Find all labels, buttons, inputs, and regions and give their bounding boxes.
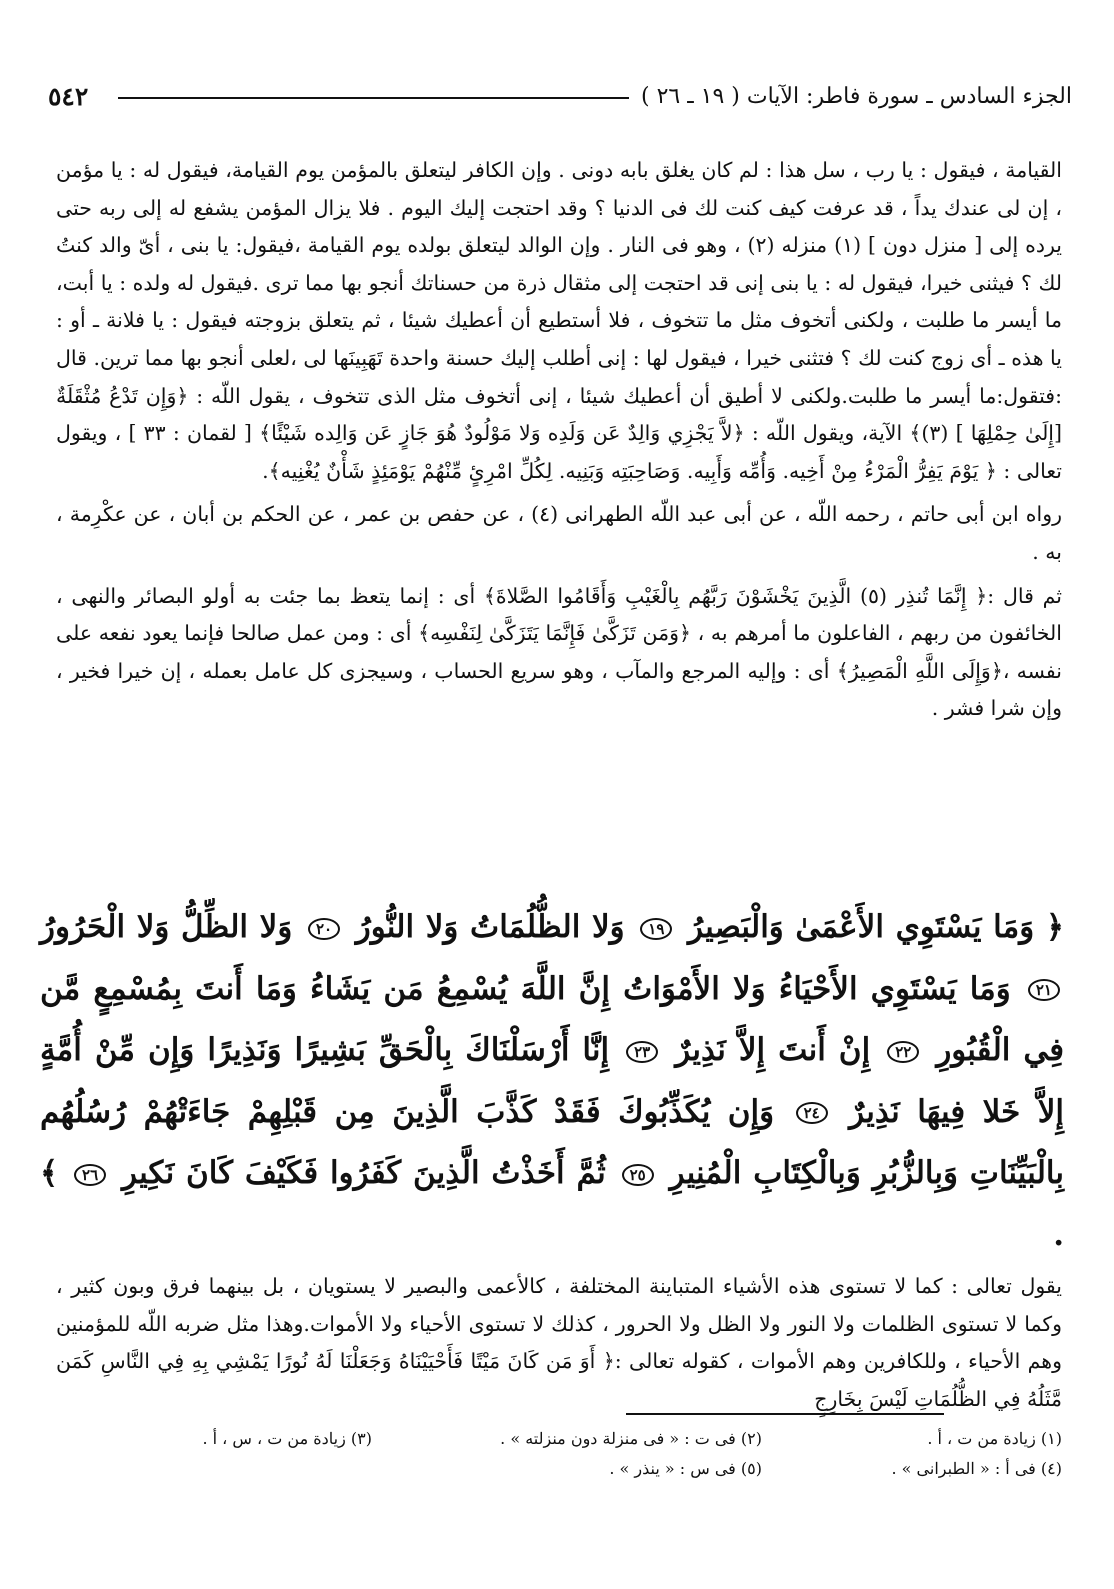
verse-23-text: إِنْ أَنتَ إِلاَّ نَذِيرٌ <box>675 1032 871 1068</box>
verse-number-19: ١٩ <box>640 918 672 940</box>
page-header <box>48 74 1072 118</box>
header-rule <box>118 97 629 99</box>
paragraph-narration: رواه ابن أبى حاتم ، رحمه اللّه ، عن أبى عبد اللّه الطهرانى (٤) ، عن حفص بن عمر ، عن الحكم بن أبان ، عن عكْرِمة ، به . <box>56 502 1062 564</box>
footnote-row-2 <box>56 1454 1062 1484</box>
verse-number-24: ٢٤ <box>796 1102 828 1124</box>
footnote-3: (٣) زيادة من ت ، س ، أ . <box>202 1429 372 1448</box>
footnote-2: (٢) فى ت : « فى منزلة دون منزلته » . <box>500 1429 762 1448</box>
footnote-rule <box>626 1413 944 1415</box>
verses-closing-bracket: ﴾ . <box>40 1155 1064 1253</box>
verse-21-text: وَلا الظِّلُّ وَلا الْحَرُورُ <box>40 909 293 945</box>
verse-19-text: ﴿ وَمَا يَسْتَوِي الأَعْمَىٰ وَالْبَصِيرُ <box>688 909 1064 945</box>
verse-number-25: ٢٥ <box>622 1164 654 1186</box>
commentary-text: يقول تعالى : كما لا تستوى هذه الأشياء المتباينة المختلفة ، كالأعمى والبصير لا يستويان ، بل بينهما فرق وبون كثير ، وكما لا تستوى الظلمات ولا النور ولا الظل ولا الحرور ، كذلك لا تستوى الأحياء ولا الأموات.وهذا مثل ضربه اللّه للمؤمنين وهم الأحياء ، وللكافرين وهم الأموات ، كقوله تعالى :﴿ أَوَ مَن كَانَ مَيْتًا فَأَحْيَيْنَاهُ وَجَعَلْنَا لَهُ نُورًا يَمْشِي بِهِ فِي النَّاسِ كَمَن مَّثَلُهُ فِي الظُّلُمَاتِ لَيْسَ بِخَارِجٍ <box>56 1274 1062 1411</box>
verse-number-26: ٢٦ <box>74 1164 106 1186</box>
verse-number-23: ٢٣ <box>626 1041 658 1063</box>
footnote-1: (١) زيادة من ت ، أ . <box>927 1429 1062 1448</box>
running-title: الجزء السادس ـ سورة فاطر: الآيات ( ١٩ ـ ٢٦ ) <box>641 83 1072 109</box>
footnote-row-1 <box>56 1424 1062 1454</box>
footnote-4: (٤) فى أ : « الطبرانى » . <box>891 1459 1062 1478</box>
verse-20-text: وَلا الظُّلُمَاتُ وَلا النُّورُ <box>355 909 625 945</box>
quran-verses <box>40 897 1064 1266</box>
footnotes <box>56 1424 1062 1484</box>
verse-number-20: ٢٠ <box>308 918 340 940</box>
body-text <box>56 152 1062 734</box>
verse-26-text: ثُمَّ أَخَذْتُ الَّذِينَ كَفَرُوا فَكَيْفَ كَانَ نَكِيرِ <box>121 1155 606 1191</box>
page-number: ٥٤٢ <box>48 81 89 111</box>
verse-number-22: ٢٢ <box>887 1041 919 1063</box>
paragraph-tafsir-18: ثم قال :﴿ إِنَّمَا تُنذِر (٥) الَّذِينَ يَخْشَوْنَ رَبَّهُم بِالْغَيْبِ وَأَقَامُوا الصَّلاةَ﴾ أى : إنما يتعظ بما جئت به أولو البصائر والنهى ، الخائفون من ربهم ، الفاعلون ما أمرهم به ، ﴿وَمَن تَزَكَّىٰ فَإِنَّمَا يَتَزَكَّىٰ لِنَفْسِه﴾ أى : ومن عمل صالحا فإنما يعود نفعه على نفسه ،﴿وَإِلَى اللَّهِ الْمَصِيرُ﴾ أى : وإليه المرجع والمآب ، وهو سريع الحساب ، وسيجزى كل عامل بعمله ، إن خيرا فخير ، وإن شرا فشر . <box>56 583 1062 721</box>
verse-22-text: وَمَا يَسْتَوِي الأَحْيَاءُ وَلا الأَمْوَاتُ إِنَّ اللَّهَ يُسْمِعُ مَن يَشَاءُ وَمَا أَنتَ بِمُسْمِعٍ مَّن فِي الْقُبُورِ <box>40 970 1065 1068</box>
verse-25-text: وَإِن يُكَذِّبُوكَ فَقَدْ كَذَّبَ الَّذِينَ مِن قَبْلِهِمْ جَاءَتْهُمْ رُسُلُهُم بِالْبَيِّنَاتِ وَبِالزُّبُرِ وَبِالْكِتَابِ الْمُنِيرِ <box>40 1093 1064 1191</box>
paragraph-hadith: القيامة ، فيقول : يا رب ، سل هذا : لم كان يغلق بابه دونى . وإن الكافر ليتعلق بالمؤمن يوم القيامة، فيقول له : يا مؤمن ، إن لى عندك يداً ، قد عرفت كيف كنت لك فى الدنيا ؟ وقد احتجت إليك اليوم . فلا يزال المؤمن يشفع له إلى ربه حتى يرده إلى [ منزل دون ] (١) منزله (٢) ، وهو فى النار . وإن الوالد ليتعلق بولده يوم القيامة ،فيقول: يا بنى ، أىّ والد كنتُ لك ؟ فيثنى خيرا، فيقول له : يا بنى إنى قد احتجت إلى مثقال ذرة من حسناتك أنجو بها مما ترى .فيقول له ولده : يا أبت، ما أيسر ما طلبت ، ولكنى أتخوف مثل ما تتخوف ، فلا أستطيع أن أعطيك شيئا ، ثم يتعلق بزوجته فيقول : يا فلانة ـ أو : يا هذه ـ أى زوج كنت لك ؟ فتثنى خيرا ، فيقول لها : إنى أطلب إليك حسنة واحدة تَهَبِينَها لى ،لعلى أنجو بها مما ترين. قال :فتقول:ما أيسر ما طلبت.ولكنى لا أطيق أن أعطيك شيئا ، إنى أتخوف مثل الذى تتخوف ، يقول اللّه : ﴿وَإِن تَدْعُ مُثْقَلَةٌ [إِلَىٰ حِمْلِهَا ] (٣)﴾ الآية، ويقول اللّه : ﴿لاَّ يَجْزِي وَالِدٌ عَن وَلَدِه وَلا مَوْلُودٌ هُوَ جَازٍ عَن وَالِده شَيْئًا﴾ [ لقمان : ٣٣ ] ، ويقول تعالى : ﴿ يَوْمَ يَفِرُّ الْمَرْءُ مِنْ أَخِيه. وَأُمِّه وَأَبِيه. وَصَاحِبَتِه وَبَنِيه. لِكُلِّ امْرِئٍ مِّنْهُمْ يَوْمَئِذٍ شَأْنٌ يُغْنِيه﴾. <box>56 158 1063 483</box>
verse-24-text: إِنَّا أَرْسَلْنَاكَ بِالْحَقِّ بَشِيرًا وَنَذِيرًا وَإِن مِّنْ أُمَّةٍ إِلاَّ خَلا فِيهَا نَذِيرٌ <box>40 1032 1064 1130</box>
footnote-5: (٥) فى س : « ينذر » . <box>609 1459 762 1478</box>
verse-number-21: ٢١ <box>1028 979 1060 1001</box>
